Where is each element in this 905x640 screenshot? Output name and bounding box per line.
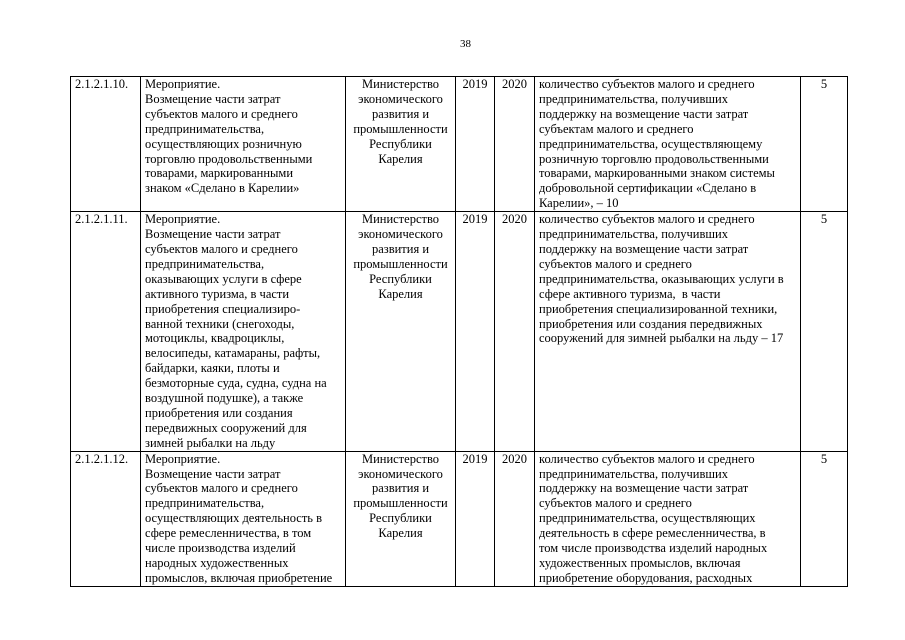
cell-activity-line: предпринимательства, (145, 496, 265, 511)
table-row (71, 77, 848, 212)
cell-end-year (495, 212, 535, 452)
cell-activity-line: воздушной подушке), а также (145, 391, 304, 406)
cell-indicator-line: предпринимательства, получивших (539, 91, 728, 106)
cell-executor-line: Карелия (378, 526, 423, 541)
cell-end-year (495, 77, 535, 212)
cell-activity-line: числе производства изделий (145, 541, 296, 556)
cell-start-year-text: 2019 (462, 212, 488, 227)
cell-start-year-text: 2019 (462, 77, 488, 91)
cell-activity-line: осуществляющих деятельность в (145, 511, 323, 526)
cell-activity-line: приобретения или создания (145, 405, 293, 420)
cell-activity-line: Мероприятие. (145, 212, 221, 227)
cell-indicator-line: том числе производства изделий народных (539, 541, 768, 556)
cell-activity-line: народных художественных (145, 556, 289, 570)
cell-end-year-text: 2020 (502, 77, 527, 91)
cell-indicator-line: Карелии», – 10 (539, 196, 619, 211)
cell-indicator-line: субъектов малого и среднего (539, 496, 692, 511)
cell-activity-line: безмоторные суда, судна, судна на (145, 376, 327, 391)
cell-executor-line: Республики (369, 136, 432, 151)
cell-activity-line: активного туризма, в части (145, 286, 290, 301)
cell-activity-line: приобретения специализиро- (145, 301, 301, 316)
cell-executor-line: Карелия (378, 286, 423, 301)
cell-start-year (456, 77, 495, 212)
cell-activity (141, 451, 346, 586)
cell-indicator-line: поддержку на возмещение части затрат (539, 481, 749, 496)
cell-activity-line: Мероприятие. (145, 451, 221, 466)
cell-start-year (456, 451, 495, 586)
cell-indicator (535, 77, 801, 212)
table-row (71, 212, 848, 452)
cell-executor-line: Карелия (378, 151, 423, 166)
cell-indicator-line: добровольной сертификации «Сделано в (539, 181, 757, 196)
cell-end-year-text: 2020 (502, 451, 527, 466)
cell-end-year-text: 2020 (502, 212, 527, 227)
cell-executor-line: развития и (371, 481, 430, 496)
cell-indicator-line: художественных промыслов, включая (539, 556, 741, 570)
cell-code (71, 77, 141, 212)
measures-table (70, 76, 848, 587)
cell-activity (141, 77, 346, 212)
cell-indicator-line: поддержку на возмещение части затрат (539, 241, 749, 256)
cell-activity-line: промыслов, включая приобретение (145, 570, 333, 585)
cell-indicator-line: предпринимательства, получивших (539, 227, 728, 242)
cell-activity-line: передвижных сооружений для (145, 420, 307, 435)
cell-indicator-line: товарами, маркированными знаком системы (539, 166, 775, 181)
cell-indicator-line: субъектов малого и среднего (539, 256, 692, 271)
cell-executor-line: экономического (358, 91, 443, 106)
cell-executor-line: экономического (358, 227, 443, 242)
cell-indicator-line: приобретения или создания передвижных (539, 316, 763, 331)
cell-start-year-text: 2019 (462, 451, 488, 466)
cell-indicator-line: розничную торговлю продовольственными (539, 151, 769, 166)
cell-activity-line: Возмещение части затрат (145, 466, 281, 481)
cell-executor-line: Министерство (361, 212, 440, 227)
cell-code-text: 2.1.2.1.11. (75, 212, 128, 227)
cell-code-text: 2.1.2.1.12. (75, 451, 129, 466)
cell-indicator-line: приобретение оборудования, расходных (539, 570, 753, 585)
cell-activity-line: ванной техники (снегоходы, (145, 316, 295, 331)
cell-executor-line: промышленности (353, 496, 448, 511)
cell-activity-line: Возмещение части затрат (145, 91, 281, 106)
cell-value (801, 451, 848, 586)
cell-activity-line: субъектов малого и среднего (145, 241, 298, 256)
cell-value (801, 77, 848, 212)
cell-executor-line: развития и (371, 241, 430, 256)
cell-value-text: 5 (820, 212, 828, 227)
cell-indicator-line: поддержку на возмещение части затрат (539, 106, 749, 121)
cell-activity-line: предпринимательства, (145, 121, 265, 136)
cell-activity-line: торговлю продовольственными (145, 151, 313, 166)
cell-indicator-line: предпринимательства, получивших (539, 466, 728, 481)
cell-indicator-line: приобретения специализированной техники, (539, 301, 778, 316)
cell-activity-line: сфере ремесленничества, в том (145, 526, 312, 541)
cell-executor-line: развития и (371, 106, 430, 121)
cell-activity-line: мотоциклы, квадроциклы, (145, 331, 285, 346)
cell-activity-line: осуществляющих розничную (145, 136, 302, 151)
cell-indicator-line: количество субъектов малого и среднего (539, 212, 755, 227)
cell-value-text: 5 (820, 451, 828, 466)
cell-executor (346, 212, 456, 452)
cell-activity (141, 212, 346, 452)
cell-indicator-line: сооружений для зимней рыбалки на льду – 17 (539, 331, 784, 346)
cell-indicator-line: сфере активного туризма, в части (539, 286, 721, 301)
page-number: 38 (460, 38, 471, 50)
cell-activity-line: субъектов малого и среднего (145, 481, 298, 496)
cell-indicator-line: предпринимательства, осуществляющих (539, 511, 756, 526)
cell-activity-line: Мероприятие. (145, 77, 221, 91)
cell-activity-line: зимней рыбалки на льду (145, 435, 276, 450)
table-body (71, 77, 848, 587)
cell-activity-line: знаком «Сделано в Карелии» (145, 181, 300, 196)
cell-value (801, 212, 848, 452)
cell-indicator-line: количество субъектов малого и среднего (539, 451, 755, 466)
table-row (71, 451, 848, 586)
cell-indicator-line: количество субъектов малого и среднего (539, 77, 755, 91)
cell-end-year (495, 451, 535, 586)
cell-activity-line: байдарки, каяки, плоты и (145, 361, 280, 376)
cell-activity-line: предпринимательства, (145, 256, 265, 271)
cell-executor (346, 77, 456, 212)
cell-indicator-line: предпринимательства, оказывающих услуги в (539, 271, 784, 286)
cell-code (71, 212, 141, 452)
cell-indicator-line: субъектам малого и среднего (539, 121, 694, 136)
cell-executor-line: экономического (358, 466, 443, 481)
cell-code-text: 2.1.2.1.10. (75, 77, 129, 91)
cell-indicator (535, 451, 801, 586)
cell-activity-line: оказывающих услуги в сфере (145, 271, 302, 286)
cell-value-text: 5 (820, 77, 828, 91)
cell-executor-line: Республики (369, 271, 432, 286)
cell-executor-line: промышленности (353, 256, 448, 271)
cell-activity-line: Возмещение части затрат (145, 227, 281, 242)
cell-activity-line: субъектов малого и среднего (145, 106, 298, 121)
cell-indicator-line: деятельность в сфере ремесленничества, в (539, 526, 766, 541)
cell-executor (346, 451, 456, 586)
cell-indicator-line: предпринимательства, осуществляющему (539, 136, 763, 151)
cell-start-year (456, 212, 495, 452)
cell-executor-line: Республики (369, 511, 432, 526)
cell-activity-line: товарами, маркированными (145, 166, 294, 181)
cell-executor-line: промышленности (353, 121, 448, 136)
cell-activity-line: велосипеды, катамараны, рафты, (145, 346, 321, 361)
cell-executor-line: Министерство (361, 451, 440, 466)
cell-indicator (535, 212, 801, 452)
cell-code (71, 451, 141, 586)
cell-executor-line: Министерство (361, 77, 440, 91)
